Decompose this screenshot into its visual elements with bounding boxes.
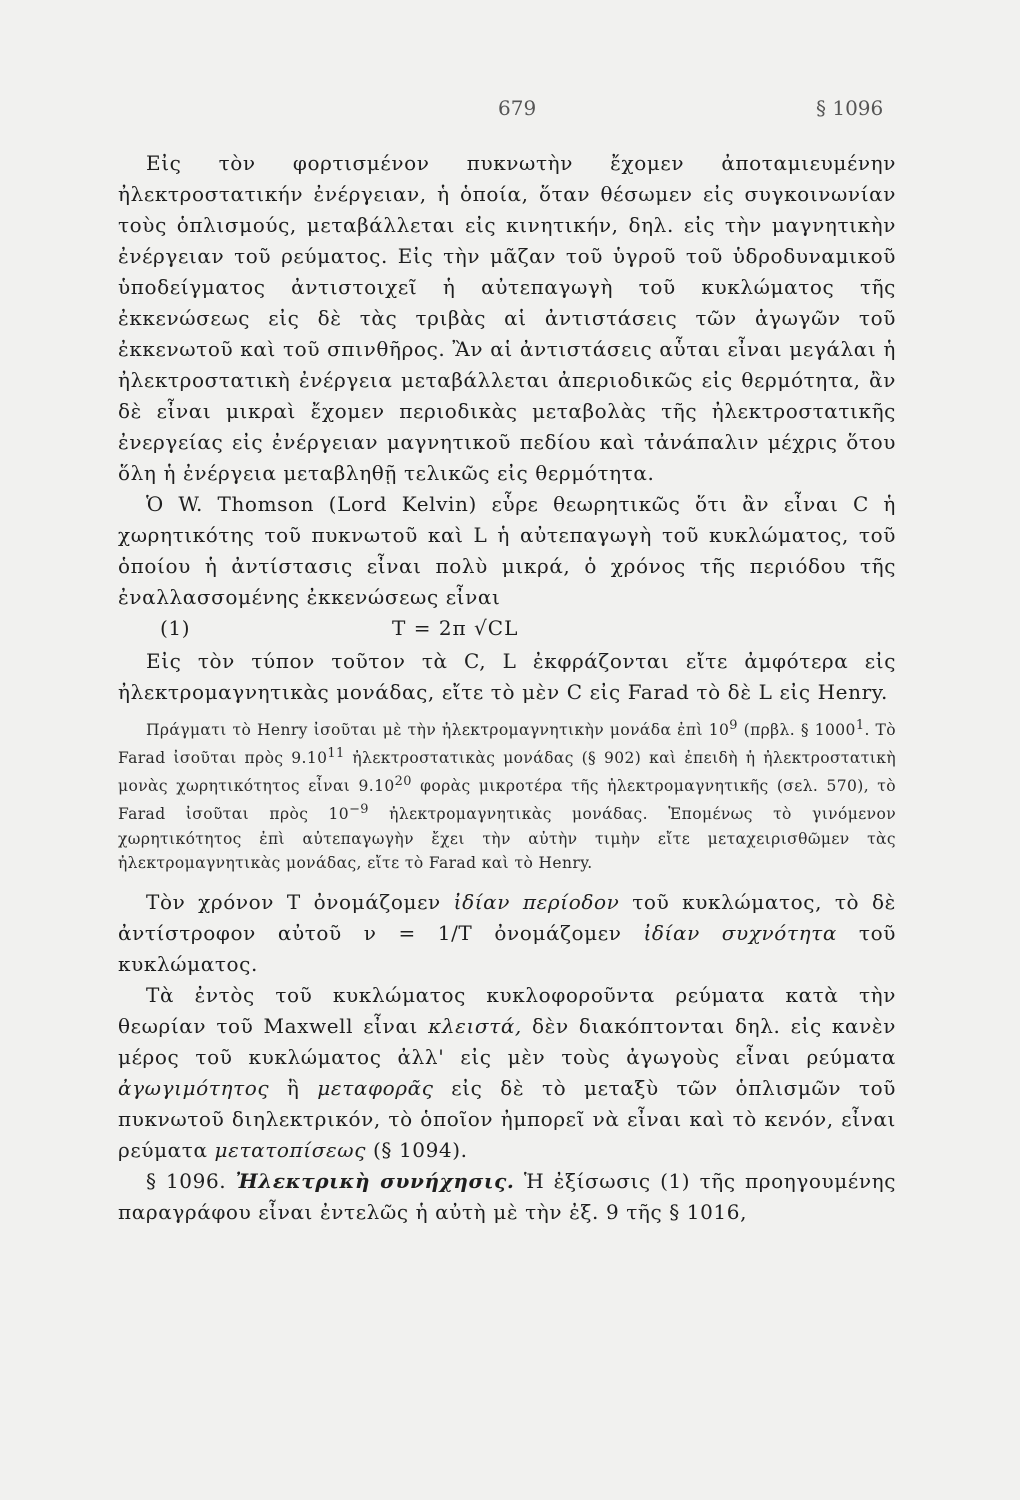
equation-number: (1) (160, 616, 191, 640)
currents-text-c: εἰς δὲ τὸ μεταξὺ τῶν ὁπλισμῶν τοῦ πυκνωτοῦ διηλεκτρικόν, τὸ ὁποῖον ἠμπορεῖ νὰ εἶναι καὶ τὸ κενόν, εἶναι ρεύματα (118, 1075, 896, 1162)
paragraph-period (118, 887, 896, 980)
section-reference: § 1096 (816, 96, 884, 120)
term-conduction: ἀγωγιμότητος (118, 1075, 270, 1100)
footnote-line-4: ἠλεκτροστατικὰς μονάδας (§ 902) καὶ ἐπειδὴ ἡ ἠλεκτροστατικὴ μονὰς χωρητικότητος εἶναι 9.10 (118, 749, 897, 796)
footnote (118, 714, 896, 875)
footnote-line-6: ἠλεκτρομαγνητικὰς μονάδας. Ἑπομένως τὸ γινόμενον χωρητικότητος ἐπὶ αὐτεπαγωγὴν ἔχει τὴν αὐτὴν τιμὴν εἴτε μεταχειρισθῶμεν τὰς ἠλεκτρομαγνητικὰς μονάδας, εἴτε τὸ Farad καὶ τὸ Henry. (118, 805, 897, 872)
footnote-line-5: φορὰς μικροτέρα τῆς ἠλεκτρομαγνητικῆς (σελ. 570), τὸ Farad ἰσοῦται πρὸς 10 (118, 777, 897, 824)
currents-text-d: (§ 1094). (373, 1137, 468, 1162)
exponent-20: 20 (394, 774, 412, 790)
currents-text-a: δὲν διακόπτονται δηλ. εἰς κανὲν μέρος τοῦ κυκλώματος ἀλλ' εἰς μὲν τοὺς ἀγωγοὺς εἶναι ρεύματα (118, 1013, 896, 1069)
footnote-line-1: Πράγματι τὸ Henry ἰσοῦται μὲ τὴν ἠλεκτρομαγνητικὴν μονάδα ἐπὶ 10 (146, 721, 730, 740)
period-text-a: Τὸν χρόνον T ὀνομάζομεν (146, 889, 441, 914)
paragraph-units: Εἰς τὸν τύπον τοῦτον τὰ C, L ἐκφράζονται εἴτε ἀμφότερα εἰς ἠλεκτρομαγνητικὰς μονάδας, εἴτε τὸ μὲν C εἰς Farad τὸ δὲ L εἰς Henry. (118, 649, 896, 704)
paragraph-thomson: Ὁ W. Thomson (Lord Kelvin) εὗρε θεωρητικῶς ὅτι ἂν εἶναι C ἡ χωρητικότης τοῦ πυκνωτοῦ καὶ L ἡ αὐτεπαγωγὴ τοῦ κυκλώματος, τοῦ ὁποίου ἡ ἀντίστασις εἶναι πολὺ μικρά, ὁ χρόνος τῆς περιόδου τῆς ἐναλλασσομένης ἐκκενώσεως εἶναι (118, 492, 896, 609)
running-header (0, 96, 1020, 136)
exponent-1: 1 (855, 718, 865, 733)
equation-1 (118, 613, 896, 646)
term-closed: κλειστά, (428, 1013, 522, 1038)
exponent-11: 11 (327, 746, 345, 762)
exponent-9: 9 (729, 718, 738, 733)
section-text: Ἡ ἐξίσωσις (1) τῆς προηγουμένης παραγράφου εἶναι ἐντελῶς ἡ αὐτὴ μὲ τὴν ἐξ. 9 τῆς § 1016, (118, 1168, 896, 1224)
term-proper-period: ἰδίαν περίοδον (453, 889, 620, 914)
body-text (118, 148, 896, 1228)
period-text-b: τοῦ κυκλώματος, τὸ δὲ ἀντίστροφον αὐτοῦ ν = 1/T ὀνομάζομεν (118, 889, 897, 945)
footnote-text (118, 714, 896, 875)
footnote-line-3: . Τὸ Farad ἰσοῦται πρὸς 9.10 (118, 721, 897, 768)
paragraph-currents (118, 980, 896, 1166)
period-text-c: τοῦ κυκλώματος. (118, 920, 896, 976)
term-proper-frequency: ἰδίαν συχνότητα (643, 920, 837, 945)
exponent-minus-9: −9 (349, 802, 369, 818)
equation-formula: T = 2π √CL (392, 616, 519, 640)
section-title: Ἠλεκτρικὴ συνήχησις. (235, 1168, 515, 1193)
section-1096 (118, 1166, 896, 1228)
section-number: § 1096. (146, 1168, 227, 1193)
currents-text-b: ἢ (286, 1075, 300, 1100)
term-displacement: μετατοπίσεως (214, 1137, 367, 1162)
page-number: 679 (498, 96, 537, 120)
footnote-line-2: (πρβλ. § 1000 (743, 721, 856, 740)
paragraph-energy: Εἰς τὸν φορτισμένον πυκνωτὴν ἔχομεν ἀποταμιευμένην ἠλεκτροστατικήν ἐνέργειαν, ἡ ὁποία, ὅταν θέσωμεν εἰς συγκοινωνίαν τοὺς ὁπλισμούς, μεταβάλλεται εἰς κινητικήν, δηλ. εἰς τὴν μαγνητικὴν ἐνέργειαν τοῦ ρεύματος. Εἰς τὴν μᾶζαν τοῦ ὑγροῦ τοῦ ὑδροδυναμικοῦ ὑποδείγματος ἀντιστοιχεῖ ἡ αὐτεπαγωγὴ τοῦ κυκλώματος τῆς ἐκκενώσεως εἰς δὲ τὰς τριβὰς αἱ ἀντιστάσεις τῶν ἀγωγῶν τοῦ ἐκκενωτοῦ καὶ τοῦ σπινθῆρος. Ἂν αἱ ἀντιστάσεις αὗται εἶναι μεγάλαι ἡ ἠλεκτροστατικὴ ἐνέργεια μεταβάλλεται ἀπεριοδικῶς εἰς θερμότητα, ἂν δὲ εἶναι μικραὶ ἔχομεν περιοδικὰς μεταβολὰς τῆς ἠλεκτροστατικῆς ἐνεργείας εἰς ἐνέργειαν μαγνητικοῦ πεδίου καὶ τἀνάπαλιν μέχρις ὅτου ὅλη ἡ ἐνέργεια μεταβληθῇ τελικῶς εἰς θερμότητα. (118, 151, 896, 485)
currents-text-intro: Τὰ ἐντὸς τοῦ κυκλώματος κυκλοφοροῦντα ρεύματα κατὰ τὴν θεωρίαν τοῦ Maxwell εἶναι (118, 982, 896, 1038)
term-convection: μεταφορᾶς (317, 1075, 434, 1100)
